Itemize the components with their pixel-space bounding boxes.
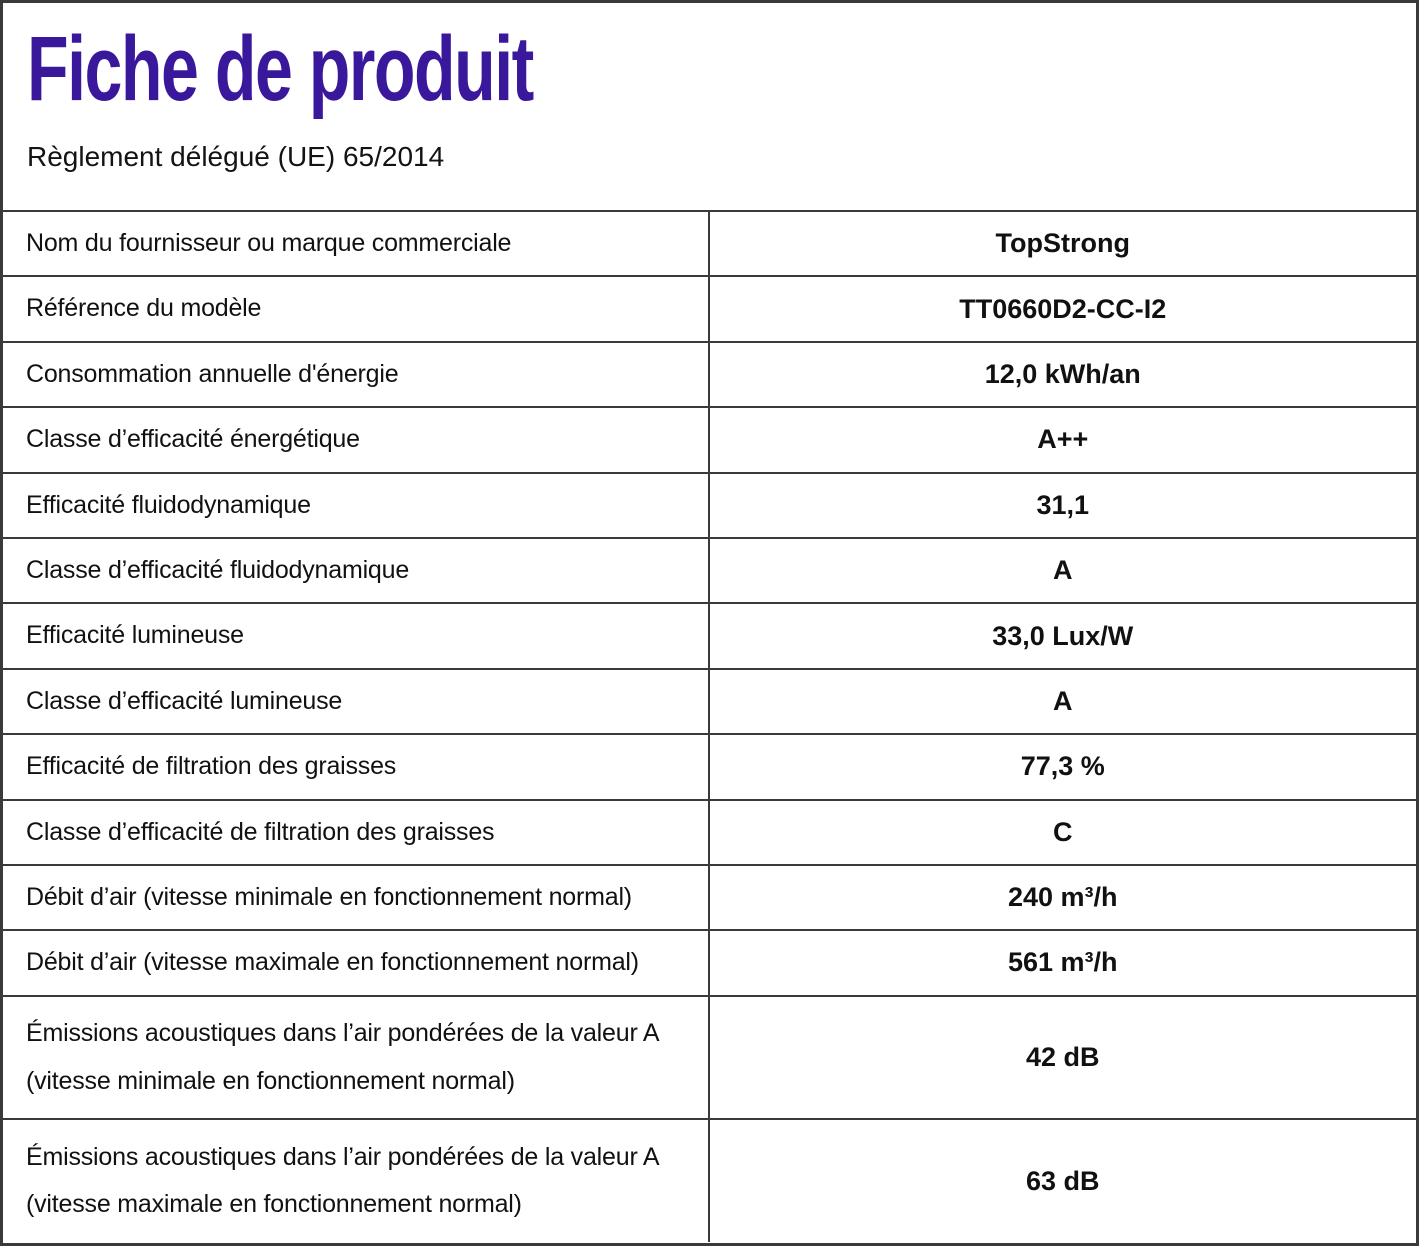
spec-label: Classe d’efficacité fluidodynamique — [3, 539, 710, 602]
spec-label: Référence du modèle — [3, 277, 710, 340]
spec-value: 31,1 — [1036, 489, 1090, 520]
spec-table — [3, 210, 1416, 1242]
table-row-noise-min — [3, 995, 1416, 1119]
spec-label: Consommation annuelle d'énergie — [3, 343, 710, 406]
table-row-grease-efficiency — [3, 733, 1416, 798]
table-row-lighting-class — [3, 668, 1416, 733]
table-row-airflow-min — [3, 864, 1416, 929]
spec-value: TT0660D2-CC-I2 — [959, 293, 1167, 324]
table-row-annual-energy — [3, 341, 1416, 406]
table-row-model-reference — [3, 275, 1416, 340]
spec-value: 561 m³/h — [1007, 947, 1118, 978]
spec-label: Débit d’air (vitesse minimale en fonctionnement normal) — [3, 866, 710, 929]
table-row-fluid-efficiency — [3, 472, 1416, 537]
spec-label — [3, 997, 710, 1119]
table-row-airflow-max — [3, 929, 1416, 994]
spec-label-line-2: (vitesse maximale en fonctionnement normal) — [26, 1190, 522, 1219]
spec-label-line-1: Émissions acoustiques dans l’air pondérées de la valeur A — [26, 1142, 660, 1171]
spec-label: Débit d’air (vitesse maximale en fonctionnement normal) — [3, 931, 710, 994]
spec-label: Efficacité de filtration des graisses — [3, 735, 710, 798]
header — [3, 3, 1416, 210]
table-row-fluid-class — [3, 537, 1416, 602]
spec-label: Classe d’efficacité de filtration des graisses — [3, 801, 710, 864]
spec-value: 240 m³/h — [1007, 882, 1118, 913]
table-row-noise-max — [3, 1118, 1416, 1242]
spec-value: 12,0 kWh/an — [984, 358, 1141, 389]
spec-value: 77,3 % — [1020, 751, 1105, 782]
spec-value: 33,0 Lux/W — [992, 620, 1134, 651]
spec-value: A — [1053, 555, 1073, 586]
spec-label-line-1: Émissions acoustiques dans l’air pondérées de la valeur A — [26, 1019, 660, 1048]
spec-label-line-2: (vitesse minimale en fonctionnement normal) — [26, 1066, 515, 1095]
spec-value: 42 dB — [1025, 1042, 1100, 1073]
spec-label: Nom du fournisseur ou marque commerciale — [3, 212, 710, 275]
spec-value: A — [1053, 685, 1073, 716]
spec-label: Efficacité fluidodynamique — [3, 474, 710, 537]
table-row-lighting-efficiency — [3, 602, 1416, 667]
spec-value: C — [1053, 816, 1073, 847]
table-row-energy-class — [3, 406, 1416, 471]
table-row-supplier — [3, 210, 1416, 275]
page-title: Fiche de produit — [27, 18, 533, 120]
spec-label: Classe d’efficacité lumineuse — [3, 670, 710, 733]
spec-value: 63 dB — [1025, 1165, 1100, 1196]
table-row-grease-class — [3, 799, 1416, 864]
spec-value: TopStrong — [995, 228, 1130, 259]
regulation-subtitle: Règlement délégué (UE) 65/2014 — [27, 141, 445, 172]
spec-label: Classe d’efficacité énergétique — [3, 408, 710, 471]
spec-label — [3, 1120, 710, 1242]
spec-value: A++ — [1037, 424, 1089, 455]
spec-label: Efficacité lumineuse — [3, 604, 710, 667]
